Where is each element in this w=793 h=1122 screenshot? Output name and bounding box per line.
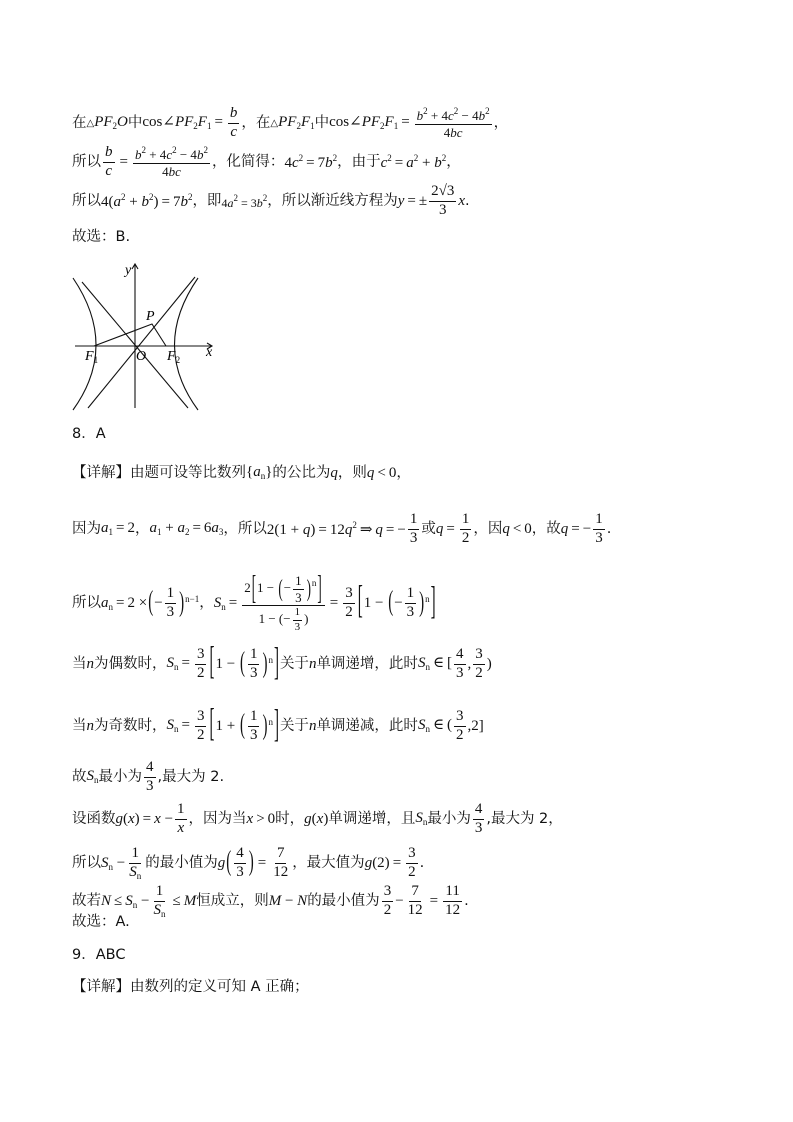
formula-4a2-3b2: $4a^2 = 3b^2$ bbox=[221, 192, 268, 210]
formula-q-lt-0: q < 0 bbox=[366, 464, 397, 481]
text-line-13: 故若 $N \le S_n$ − $\frac{1}{S_n}$ ≤ M 恒成立，则 M − N 的最小值为 $\frac{3}{2}$ − $\frac{7}{12}$ = $\frac{11}{12}$ . bbox=[72, 883, 469, 919]
fraction-cosine-law-2: $\frac{b^2 + 4c^2 - 4b^2}{4bc}$ bbox=[134, 145, 208, 179]
text-line-14: 故选：A. bbox=[72, 914, 130, 930]
formula-triangle-pf2o: $\triangle PF_2O$ bbox=[86, 114, 128, 132]
formula-asymptote: y = ± bbox=[397, 192, 428, 209]
formula-cos-1: $\cos\angle PF_2F_1$ = bbox=[142, 114, 223, 132]
f2-label: $F_2$ bbox=[167, 349, 181, 365]
question-9-answer: 9．ABC bbox=[72, 947, 126, 963]
fraction-b-over-c: $\frac{b}{c}$ bbox=[229, 105, 238, 140]
hyperbola-left-branch bbox=[73, 278, 99, 410]
text-line-5: 【详解】 由题可设等比数列 $\{a_n\}$ 的公比为 q ，则 q < 0 ， bbox=[72, 464, 411, 481]
formula-triangle-pf2f1: $\triangle PF_2F_1$ bbox=[270, 114, 315, 132]
text-line-4: 故选：B. bbox=[72, 229, 131, 245]
formula-c2-a2-b2: $c^2 = a^2 + b^2$ bbox=[380, 152, 447, 171]
detail-tag: 【详解】 bbox=[72, 464, 130, 481]
formula-gx: g(x) = x − bbox=[115, 810, 174, 827]
question-8-answer: 8．A bbox=[72, 426, 106, 442]
formula-cos-2: $\cos\angle PF_2F_1$ = bbox=[329, 114, 410, 132]
text-line-8: 当 n 为偶数时， $S_n$ = $\frac{3}{2}$ [1 − ( $\frac{1}{3}$ )$^n$] 关于 n 单调递增，此时 $S_n$ ∈ [ $\frac{4}{3}$ , $\frac{3}{2}$ ) bbox=[72, 642, 492, 685]
formula-4a2b2-7b2: $4(a^2 + b^2) = 7b^2$ bbox=[101, 191, 193, 210]
f1-label: $F_1$ bbox=[85, 349, 99, 365]
formula-inequality: $N \le S_n$ − bbox=[101, 892, 150, 910]
text-line-3: 所以 $4(a^2 + b^2) = 7b^2$ ，即 $4a^2 = 3b^2$ ，所以渐近线方程为 y = ± $\frac{2√3}{3}$ x . bbox=[72, 183, 470, 218]
text-line-12: 所以 $S_n$ − $\frac{1}{S_n}$ 的最小值为 g( $\frac{4}{3}$ ) = $\frac{7}{12}$ ，最大值为 g(2) = $\frac{3}{2}$ . bbox=[72, 845, 425, 881]
y-label: y bbox=[125, 263, 132, 278]
formula-a1-a2-6a3: $a_1 + a_2 = 6a_3$ bbox=[149, 520, 224, 538]
text-line-7: 所以 $a_n = 2$ ×(− $\frac{1}{3}$ )$^{n-1}$ ， $S_n$ = 2[1 − (− $\frac{1}{3}$ )$^n$] 1 − (− $\frac{1}{3}$ ) = $\frac{3}{2}$ [1 − (− $\frac{1}{3}$ )$^n$] bbox=[72, 567, 436, 633]
o-label: O bbox=[136, 349, 147, 364]
formula-sequence-an: $\{a_n\}$ bbox=[246, 464, 273, 481]
fraction-2sqrt3-over-3: $\frac{2√3}{3}$ bbox=[431, 183, 455, 218]
triangle-pf1f2 bbox=[94, 324, 166, 346]
formula-a1-2: $a_1 = 2$ bbox=[101, 520, 135, 538]
formula-4c2-7b2: $4c^2 = 7b^2$ bbox=[284, 152, 338, 171]
hyperbola-figure bbox=[70, 258, 230, 418]
detail-tag: 【详解】 bbox=[72, 979, 130, 995]
text-line-2: 所以 $\frac{b}{c}$ = $\frac{b^2 + 4c^2 - 4b^2}{4bc}$ ，化简得： $4c^2 = 7b^2$ ，由于 $c^2 = a^2 + b^2$ ， bbox=[72, 144, 461, 179]
formula-an: $a_n = 2$ ×(− bbox=[101, 587, 163, 618]
fraction-sn-sum: 2[1 − (− $\frac{1}{3}$ )$^n$] 1 − (− $\frac{1}{3}$ ) bbox=[242, 574, 325, 633]
p-label: P bbox=[146, 309, 155, 324]
x-label: x bbox=[206, 345, 213, 360]
text-line-6: 因为 $a_1 = 2$ ， $a_1 + a_2 = 6a_3$ ，所以 $2(1 + q) = 12q^2$ ⇒ q = − $\frac{1}{3}$ 或 q = $\frac{1}{2}$ ，因 q < 0 ，故 q = − $\frac{1}{3}$ . bbox=[72, 511, 612, 546]
text-line-11: 设函数 g(x) = x − $\frac{1}{x}$ ，因为当 x > 0 时， g(x) 单调递增，且 $S_n$ 最小为 $\frac{4}{3}$ ,最大为 2， bbox=[72, 801, 563, 836]
text-line-9: 当 n 为奇数时， $S_n$ = $\frac{3}{2}$ [1 + ( $\frac{1}{3}$ )$^n$] 关于 n 单调递减，此时 $S_n$ ∈ ( $\frac{3}{2}$ ,2] bbox=[72, 704, 484, 747]
text-line-15: 【详解】 由数列的定义可知 A 正确； bbox=[72, 979, 309, 995]
fraction-b-over-c-2: $\frac{b}{c}$ bbox=[105, 144, 113, 179]
text-line-10: 故 $S_n$ 最小为 $\frac{4}{3}$ ,最大为 2. bbox=[72, 759, 225, 794]
formula-sn: $S_n$ = bbox=[213, 594, 238, 612]
text-line-1: 在 $\triangle PF_2O$ 中 $\cos\angle PF_2F_1$ = $\frac{b}{c}$ ，在 $\triangle PF_2F_1$ 中 $\cos\angle PF_2F_1$ = $\frac{b^2 + 4c^2 - 4b^2}{4bc}$ ， bbox=[72, 105, 509, 140]
formula-solve-q: $2(1 + q) = 12q^2$ ⇒ q = − bbox=[266, 519, 406, 538]
fraction-cosine-law: $\frac{b^2 + 4c^2 - 4b^2}{4bc}$ bbox=[416, 106, 490, 140]
